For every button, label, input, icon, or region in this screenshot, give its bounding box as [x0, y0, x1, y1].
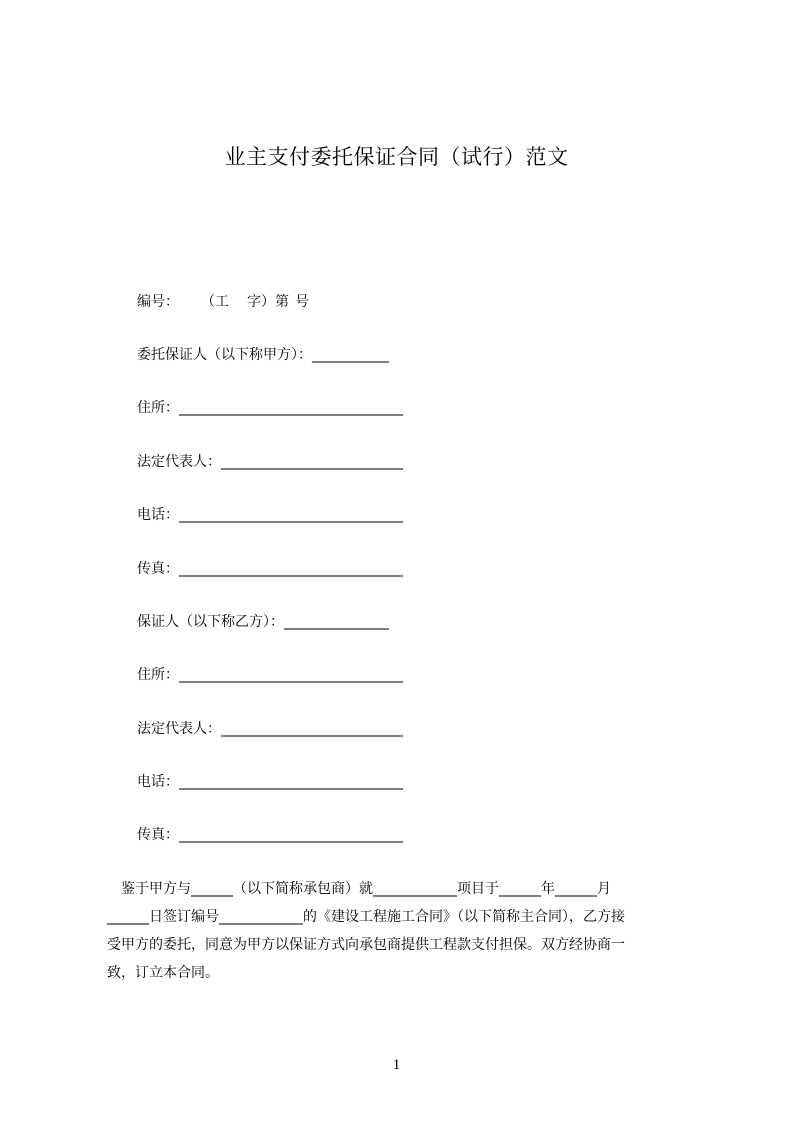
field-label: 保证人（以下称乙方）： — [137, 614, 284, 630]
field-label: 住所： — [137, 667, 179, 683]
field-blank: ________________________________ — [179, 774, 403, 790]
contract-number-end: 号 — [295, 294, 309, 310]
field-blank: _______________ — [284, 614, 389, 630]
field-blank: ________________________________ — [179, 827, 403, 843]
field-guarantor — [137, 612, 389, 632]
contract-number-line — [137, 292, 309, 312]
paragraph-line: 受甲方的委托，同意为甲方以保证方式向承包商提供工程款支付担保。双方经协商一 — [107, 937, 625, 953]
paragraph-line: 鉴于甲方与______（以下简称承包商）就____________项目于______年______月 — [107, 881, 611, 897]
recital-paragraph — [107, 875, 699, 987]
field-principal-address — [137, 398, 403, 418]
field-label: 住所： — [137, 400, 179, 416]
field-principal-fax — [137, 559, 403, 579]
field-guarantor-phone — [137, 772, 403, 792]
field-blank: __________________________ — [221, 454, 403, 470]
field-label: 电话： — [137, 507, 179, 523]
field-label: 传真： — [137, 561, 179, 577]
field-principal-phone — [137, 505, 403, 525]
field-blank: ________________________________ — [179, 507, 403, 523]
field-label: 法定代表人： — [137, 454, 221, 470]
field-label: 电话： — [137, 774, 179, 790]
field-guarantor-representative — [137, 719, 403, 739]
paragraph-line: 致，订立本合同。 — [107, 965, 219, 981]
field-blank: ________________________________ — [179, 400, 403, 416]
field-label: 委托保证人（以下称甲方）： — [137, 347, 312, 363]
field-label: 传真： — [137, 827, 179, 843]
field-blank: ________________________________ — [179, 561, 403, 577]
contract-number-label: 编号： — [137, 294, 179, 310]
field-guarantor-fax — [137, 825, 403, 845]
paragraph-line: ______日签订编号____________的《建设工程施工合同》（以下简称主合同），乙方接 — [107, 909, 625, 925]
field-blank: ________________________________ — [179, 667, 403, 683]
field-blank: ___________ — [312, 347, 389, 363]
contract-number-open: （工 — [201, 294, 229, 310]
page-number: 1 — [392, 1057, 401, 1073]
document-title: 业主支付委托保证合同（试行）范文 — [224, 145, 569, 169]
field-guarantor-address — [137, 665, 403, 685]
field-principal — [137, 345, 389, 365]
field-principal-representative — [137, 452, 403, 472]
field-label: 法定代表人： — [137, 721, 221, 737]
contract-number-close: 字）第 — [247, 294, 289, 310]
field-blank: __________________________ — [221, 721, 403, 737]
